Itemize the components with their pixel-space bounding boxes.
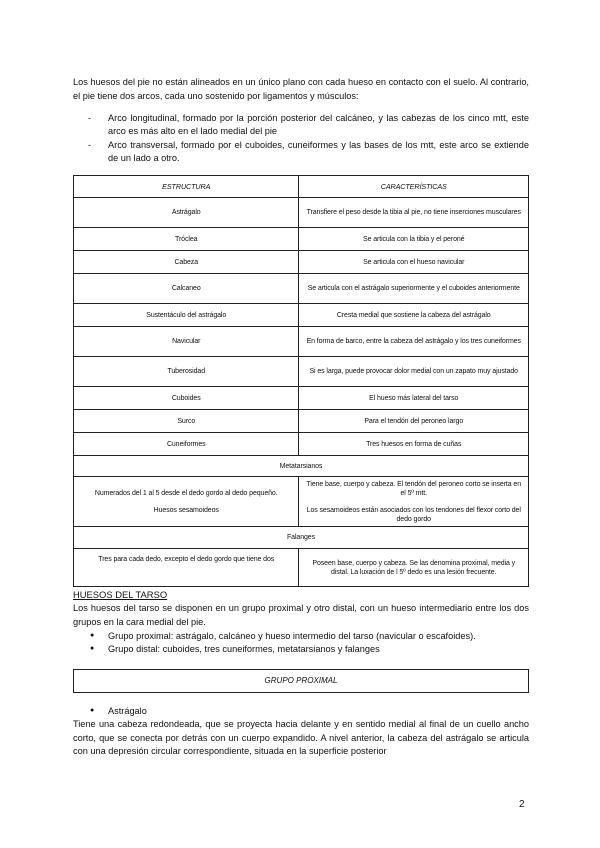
metatarsianos-label: Metatarsianos bbox=[74, 456, 529, 477]
metatarsianos-sesamoid: Huesos sesamoideos bbox=[153, 506, 219, 514]
metatarsianos-row bbox=[74, 477, 529, 527]
grupo-proximal-box: GRUPO PROXIMAL bbox=[73, 669, 529, 693]
table-row bbox=[74, 410, 529, 433]
metatarsianos-description: Tiene base, cuerpo y cabeza. El tendón del peroneo corto se inserta en el 5º mtt. bbox=[306, 480, 522, 497]
table-cell: Tróclea bbox=[74, 228, 299, 251]
falanges-row bbox=[74, 549, 529, 587]
metatarsianos-right-cell bbox=[299, 477, 529, 527]
falanges-section-row bbox=[74, 527, 529, 549]
falanges-label: Falanges bbox=[74, 527, 529, 549]
table-cell: Tres huesos en forma de cuñas bbox=[299, 433, 529, 456]
table-cell: Para el tendón del peroneo largo bbox=[299, 410, 529, 433]
astragalo-paragraph: Tiene una cabeza redondeada, que se proyecta hacia delante y en sentido medial al final de un cuello ancho corto, que se conecta por detrás con un cuerpo expandido. A nivel anterior, la cabeza del astrágalo se articula con una depresión circular correspondiente, situada en la superficie posterior bbox=[73, 719, 529, 756]
table-cell: Transfiere el peso desde la tibia al pie, no tiene inserciones musculares bbox=[299, 198, 529, 228]
page-number: 2 bbox=[519, 799, 525, 810]
table-row bbox=[74, 251, 529, 274]
metatarsianos-left-cell bbox=[74, 477, 299, 527]
table-cell: Sustentáculo del astrágalo bbox=[74, 304, 299, 327]
table-cell: Cresta medial que sostiene la cabeza del astrágalo bbox=[299, 304, 529, 327]
table-cell: Cuneiformes bbox=[74, 433, 299, 456]
table-cell: Cuboides bbox=[74, 387, 299, 410]
structures-table bbox=[73, 175, 529, 587]
tarso-paragraph: Los huesos del tarso se disponen en un grupo proximal y otro distal, con un hueso intermediario entre los dos grupos en la cara medial del pie. bbox=[73, 603, 529, 627]
table-cell: Cabeza bbox=[74, 251, 299, 274]
table-row bbox=[74, 198, 529, 228]
group-distal-item: ● Grupo distal: cuboides, tres cuneiformes, metatarsianos y falanges bbox=[90, 643, 529, 656]
header-estructura: ESTRUCTURA bbox=[74, 176, 299, 198]
falanges-left-cell: Tres para cada dedo, excepto el dedo gordo que tiene dos bbox=[74, 549, 299, 587]
table-cell: Si es larga, puede provocar dolor medial con un zapato muy ajustado bbox=[299, 357, 529, 387]
falanges-right-cell: Poseen base, cuerpo y cabeza. Se las denomina proximal, media y distal. La luxación de l 5º dedo es una lesión frecuente. bbox=[299, 549, 529, 587]
metatarsianos-section-row bbox=[74, 456, 529, 477]
table-cell: El hueso más lateral del tarso bbox=[299, 387, 529, 410]
arches-list bbox=[88, 112, 529, 166]
table-row bbox=[74, 357, 529, 387]
table-cell: Tuberosidad bbox=[74, 357, 299, 387]
table-cell: En forma de barco, entre la cabeza del astrágalo y los tres cuneiformes bbox=[299, 327, 529, 357]
intro-paragraph: Los huesos del pie no están alineados en un único plano con cada hueso en contacto con el suelo. Al contrario, el pie tiene dos arcos, cada uno sostenido por ligamentos y músculos: bbox=[73, 77, 529, 101]
arch-transversal: - Arco transversal, formado por el cuboides, cuneiformes y las bases de los mtt, este arco se extiende de un lado a otro. bbox=[88, 139, 529, 164]
table-row bbox=[74, 387, 529, 410]
tarso-heading: HUESOS DEL TARSO bbox=[73, 589, 168, 600]
metatarsianos-sesamoid-description: Los sesamoideos están asociados con los tendones del flexor corto del dedo gordo bbox=[306, 506, 521, 523]
group-proximal-item: ● Grupo proximal: astrágalo, calcáneo y hueso intermedio del tarso (navicular o escafoides). bbox=[90, 630, 529, 643]
header-caracteristicas: CARACTERÍSTICAS bbox=[299, 176, 529, 198]
table-cell: Calcaneo bbox=[74, 274, 299, 304]
table-cell: Navicular bbox=[74, 327, 299, 357]
table-cell: Se articula con el hueso navicular bbox=[299, 251, 529, 274]
table-cell: Astrágalo bbox=[74, 198, 299, 228]
table-row bbox=[74, 327, 529, 357]
astragalo-bullet: ● Astrágalo bbox=[90, 705, 529, 718]
metatarsianos-numbering: Numerados del 1 al 5 desde el dedo gordo al dedo pequeño. bbox=[94, 489, 278, 497]
table-cell: Se articula con el astrágalo superiormente y el cuboides anteriormente bbox=[299, 274, 529, 304]
table-row bbox=[74, 433, 529, 456]
table-row bbox=[74, 274, 529, 304]
tarso-groups-list bbox=[90, 630, 529, 655]
table-row bbox=[74, 228, 529, 251]
arch-longitudinal: - Arco longitudinal, formado por la porción posterior del calcáneo, y las cabezas de los cinco mtt, este arco es más alto en el lado medial del pie bbox=[88, 112, 529, 137]
astragalo-list bbox=[90, 705, 529, 718]
table-cell: Se articula con la tibia y el peroné bbox=[299, 228, 529, 251]
table-header-row bbox=[74, 176, 529, 198]
table-row bbox=[74, 304, 529, 327]
table-cell: Surco bbox=[74, 410, 299, 433]
